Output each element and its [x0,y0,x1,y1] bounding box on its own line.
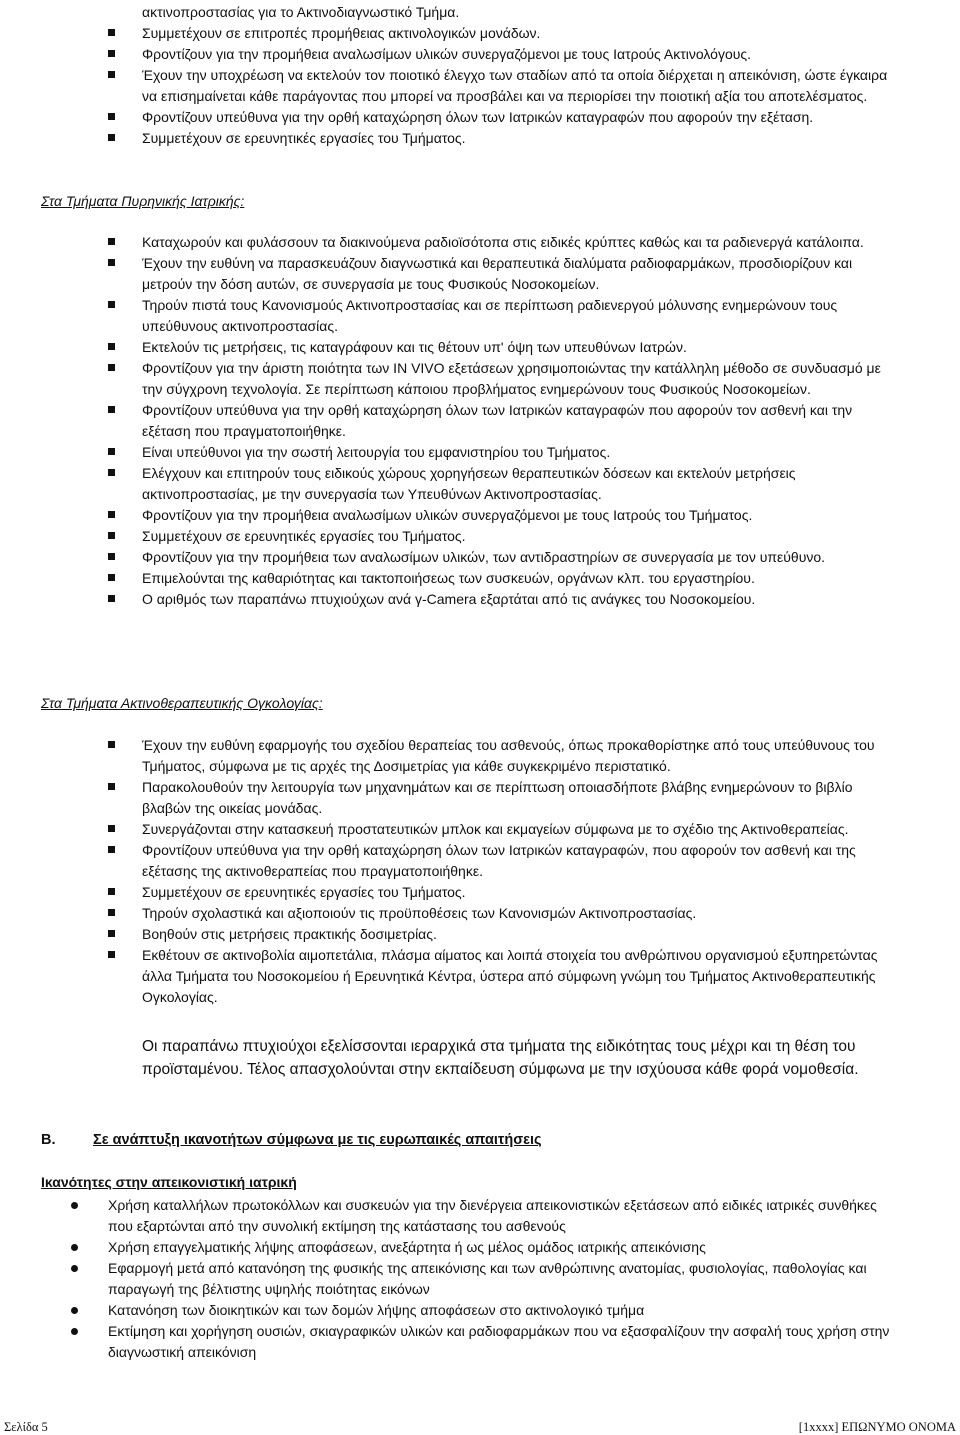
list-item [0,442,960,463]
square-bullet-icon [108,825,115,832]
square-bullet-icon [108,29,115,36]
list-item-text: Φροντίζουν για την προμήθεια των αναλωσίμων υλικών, των αντιδραστηρίων σε συνεργασία με τον υπεύθυνο. [142,549,826,565]
list-item-text: Έχουν την υποχρέωση να εκτελούν τον ποιοτικό έλεγχο των σταδίων από τα οποία διέρχεται η απεικόνιση, ώστε έγκαιρα να επισημαίνεται κάθε παράγοντας που μπορεί να προσβάλει και να περιορίσει την ποιοτική αξία του αποτελέσματος. [142,67,888,104]
top-list-section [0,2,960,149]
list-item [0,945,960,1008]
section-b-heading [41,1130,542,1150]
square-bullet-icon [108,113,115,120]
square-bullet-icon [108,134,115,141]
square-bullet-icon [108,259,115,266]
list-item [0,1258,960,1300]
top-list [0,2,960,149]
list-item [0,505,960,526]
list-item-text: Εκτελούν τις μετρήσεις, τις καταγράφουν και τις θέτουν υπ' όψη των υπευθύνων Ιατρών. [142,339,687,355]
list-item [0,903,960,924]
square-bullet-icon [108,301,115,308]
square-bullet-icon [108,553,115,560]
list-item-text: Συμμετέχουν σε επιτροπές προμήθειας ακτινολογικών μονάδων. [142,25,541,41]
page-number: Σελίδα 5 [4,1420,48,1434]
list-item-text: Φροντίζουν υπεύθυνα για την ορθή καταχώρηση όλων των Ιατρικών καταγραφών που αφορούν τον ασθενή και την εξέταση που πραγματοποιήθηκε. [142,402,853,439]
square-bullet-icon [108,951,115,958]
list-item [0,1321,960,1363]
list-item [0,107,960,128]
list-item-text: Ελέγχουν και επιτηρούν τους ειδικούς χώρους χορηγήσεων θεραπευτικών δόσεων και εκτελούν μετρήσεις ακτινοπροστασίας, με την συνεργασία των Υπευθύνων Ακτινοπροστασίας. [142,465,796,502]
list-item-text: Επιμελούνται της καθαριότητας και τακτοποιήσεως των συσκευών, οργάνων κλπ. του εργαστηρίου. [142,570,755,586]
square-bullet-icon [108,511,115,518]
square-bullet-icon [108,469,115,476]
competencies-heading: Ικανότητες στην απεικονιστική ιατρική [41,1174,297,1190]
nuclear-section [0,232,960,610]
list-item-text: ακτινοπροστασίας για το Ακτινοδιαγνωστικό Τμήμα. [142,4,460,20]
square-bullet-icon [108,343,115,350]
list-item [0,2,960,23]
round-bullet-icon [71,1328,78,1335]
list-item-text: Κατανόηση των διοικητικών και των δομών λήψης αποφάσεων στο ακτινολογικό τμήμα [108,1302,645,1318]
list-item [0,568,960,589]
list-item [0,337,960,358]
list-item [0,547,960,568]
list-item-text: Χρήση επαγγελματικής λήψης αποφάσεων, ανεξάρτητα ή ως μέλος ομάδος ιατρικής απεικόνισης [108,1239,706,1255]
round-bullet-icon [71,1265,78,1272]
list-item-text: Φροντίζουν υπεύθυνα για την ορθή καταχώρηση όλων των Ιατρικών καταγραφών, που αφορούν τον ασθενή και της εξέτασης της ακτινοθεραπείας που πραγματοποιήθηκε. [142,842,856,879]
round-bullet-icon [71,1244,78,1251]
square-bullet-icon [108,448,115,455]
square-bullet-icon [108,406,115,413]
list-item [0,882,960,903]
list-item-text: Ο αριθμός των παραπάνω πτυχιούχων ανά γ-Camera εξαρτάται από τις ανάγκες του Νοσοκομείου. [142,591,756,607]
square-bullet-icon [108,238,115,245]
list-item-text: Βοηθούν στις μετρήσεις πρακτικής δοσιμετρίας. [142,926,437,942]
list-item-text: Χρήση καταλλήλων πρωτοκόλλων και συσκευών για την διενέργεια απεικονιστικών εξετάσεων από ειδικές ιατρικές συνθήκες που εξαρτώνται από την συνολική εκτίμηση της κατάστασης του ασθενούς [108,1197,877,1234]
list-item-text: Συμμετέχουν σε ερευνητικές εργασίες του Τμήματος. [142,130,466,146]
list-item [0,253,960,295]
list-item [0,589,960,610]
list-item-text: Φροντίζουν για την προμήθεια αναλωσίμων υλικών συνεργαζόμενοι με τους Ιατρούς του Τμήματος. [142,507,753,523]
section-b-title: Σε ανάπτυξη ικανοτήτων σύμφωνα με τις ευρωπαικές απαιτήσεις [93,1132,542,1148]
list-item [0,232,960,253]
list-item-text: Φροντίζουν υπεύθυνα για την ορθή καταχώρηση όλων των Ιατρικών καταγραφών που αφορούν την εξέταση. [142,109,814,125]
competencies-list [0,1195,960,1363]
list-item-text: Είναι υπεύθυνοι για την σωστή λειτουργία του εμφανιστηρίου του Τμήματος. [142,444,611,460]
list-item [0,358,960,400]
list-item-text: Συμμετέχουν σε ερευνητικές εργασίες του Τμήματος. [142,528,466,544]
closing-paragraph: Οι παραπάνω πτυχιούχοι εξελίσσονται ιεραρχικά στα τμήματα της ειδικότητας τους μέχρι και τη θέση του προϊσταμένου. Τέλος απασχολούνται στην εκπαίδευση σύμφωνα με την ισχύουσα κάθε φορά νομοθεσία. [142,1038,859,1078]
list-item-text: Εφαρμογή μετά από κατανόηση της φυσικής της απεικόνισης και των ανθρώπινης ανατομίας, φυσιολογίας, παθολογίας και παραγωγή της βέλτιστης υψηλής ποιότητας εικόνων [108,1260,867,1297]
list-item [0,1237,960,1258]
square-bullet-icon [108,909,115,916]
nuclear-list [0,232,960,610]
square-bullet-icon [108,595,115,602]
square-bullet-icon [108,71,115,78]
square-bullet-icon [108,574,115,581]
round-bullet-icon [71,1202,78,1209]
list-item-text: Εκθέτουν σε ακτινοβολία αιμοπετάλια, πλάσμα αίματος και λοιπά στοιχεία του ανθρώπινου οργανισμού εξυπηρετώντας άλλα Τμήματα του Νοσοκομείου ή Ερευνητικά Κέντρα, ύστερα από σύμφωνη γνώμη του Τμήματος Ακτινοθεραπευτικής Ογκολογίας. [142,947,878,1005]
list-item [0,463,960,505]
square-bullet-icon [108,888,115,895]
list-item [0,819,960,840]
list-item [0,128,960,149]
list-item [0,526,960,547]
square-bullet-icon [108,741,115,748]
candidate-name: [1xxxx] ΕΠΩΝΥΜΟ ΟΝΟΜΑ [798,1420,956,1434]
square-bullet-icon [108,930,115,937]
radiotherapy-heading: Στα Τμήματα Ακτινοθεραπευτικής Ογκολογίας: [41,695,323,711]
list-item [0,924,960,945]
list-item-text: Έχουν την ευθύνη εφαρμογής του σχεδίου θεραπείας του ασθενούς, όπως προκαθορίστηκε από τους υπεύθυνους του Τμήματος, σύμφωνα με τις αρχές της Δοσιμετρίας για κάθε συγκεκριμένο περιστατικό. [142,737,875,774]
list-item-text: Καταχωρούν και φυλάσσουν τα διακινούμενα ραδιοϊσότοπα στις ειδικές κρύπτες καθώς και τα ραδιενεργά κατάλοιπα. [142,234,864,250]
square-bullet-icon [108,364,115,371]
radiotherapy-list [0,735,960,1008]
square-bullet-icon [108,846,115,853]
list-item [0,295,960,337]
square-bullet-icon [108,50,115,57]
round-bullet-icon [71,1307,78,1314]
list-item [0,400,960,442]
section-b-label: Β. [41,1132,56,1148]
list-item [0,1300,960,1321]
list-item-text: Τηρούν πιστά τους Κανονισμούς Ακτινοπροστασίας και σε περίπτωση ραδιενεργού μόλυνσης ενημερώνουν τους υπεύθυνους ακτινοπροστασίας. [142,297,838,334]
list-item [0,65,960,107]
list-item [0,777,960,819]
square-bullet-icon [108,783,115,790]
list-item-text: Συμμετέχουν σε ερευνητικές εργασίες του Τμήματος. [142,884,466,900]
list-item-text: Έχουν την ευθύνη να παρασκευάζουν διαγνωστικά και θεραπευτικά διαλύματα ραδιοφαρμάκων, προσδιορίζουν και μετρούν την δόση αυτών, σε συνεργασία με τους Φυσικούς Νοσοκομείων. [142,255,853,292]
square-bullet-icon [108,532,115,539]
list-item [0,44,960,65]
list-item-text: Φροντίζουν για την άριστη ποιότητα των IN VIVO εξετάσεων χρησιμοποιώντας την κατάλληλη μέθοδο σε συνδυασμό με την σύγχρονη τεχνολογία. Σε περίπτωση κάποιου προβλήματος ενημερώνουν τους Φυσικούς Νοσοκομείων. [142,360,881,397]
list-item-text: Τηρούν σχολαστικά και αξιοποιούν τις προϋποθέσεις των Κανονισμών Ακτινοπροστασίας. [142,905,697,921]
list-item [0,735,960,777]
list-item-text: Συνεργάζονται στην κατασκευή προστατευτικών μπλοκ και εκμαγείων σύμφωνα με το σχέδιο της Ακτινοθεραπείας. [142,821,849,837]
list-item-text: Φροντίζουν για την προμήθεια αναλωσίμων υλικών συνεργαζόμενοι με τους Ιατρούς Ακτινολόγους. [142,46,752,62]
list-item [0,23,960,44]
list-item-text: Παρακολουθούν την λειτουργία των μηχανημάτων και σε περίπτωση οποιασδήποτε βλάβης ενημερώνουν το βιβλίο βλαβών της οικείας μονάδας. [142,779,853,816]
list-item-text: Εκτίμηση και χορήγηση ουσιών, σκιαγραφικών υλικών και ραδιοφαρμάκων που να εξασφαλίζουν την ασφαλή τους χρήση στην διαγνωστική απεικόνιση [108,1323,890,1360]
list-item [0,1195,960,1237]
list-item [0,840,960,882]
competencies-section [0,1195,960,1363]
nuclear-heading: Στα Τμήματα Πυρηνικής Ιατρικής: [41,193,245,209]
radiotherapy-section [0,735,960,1008]
